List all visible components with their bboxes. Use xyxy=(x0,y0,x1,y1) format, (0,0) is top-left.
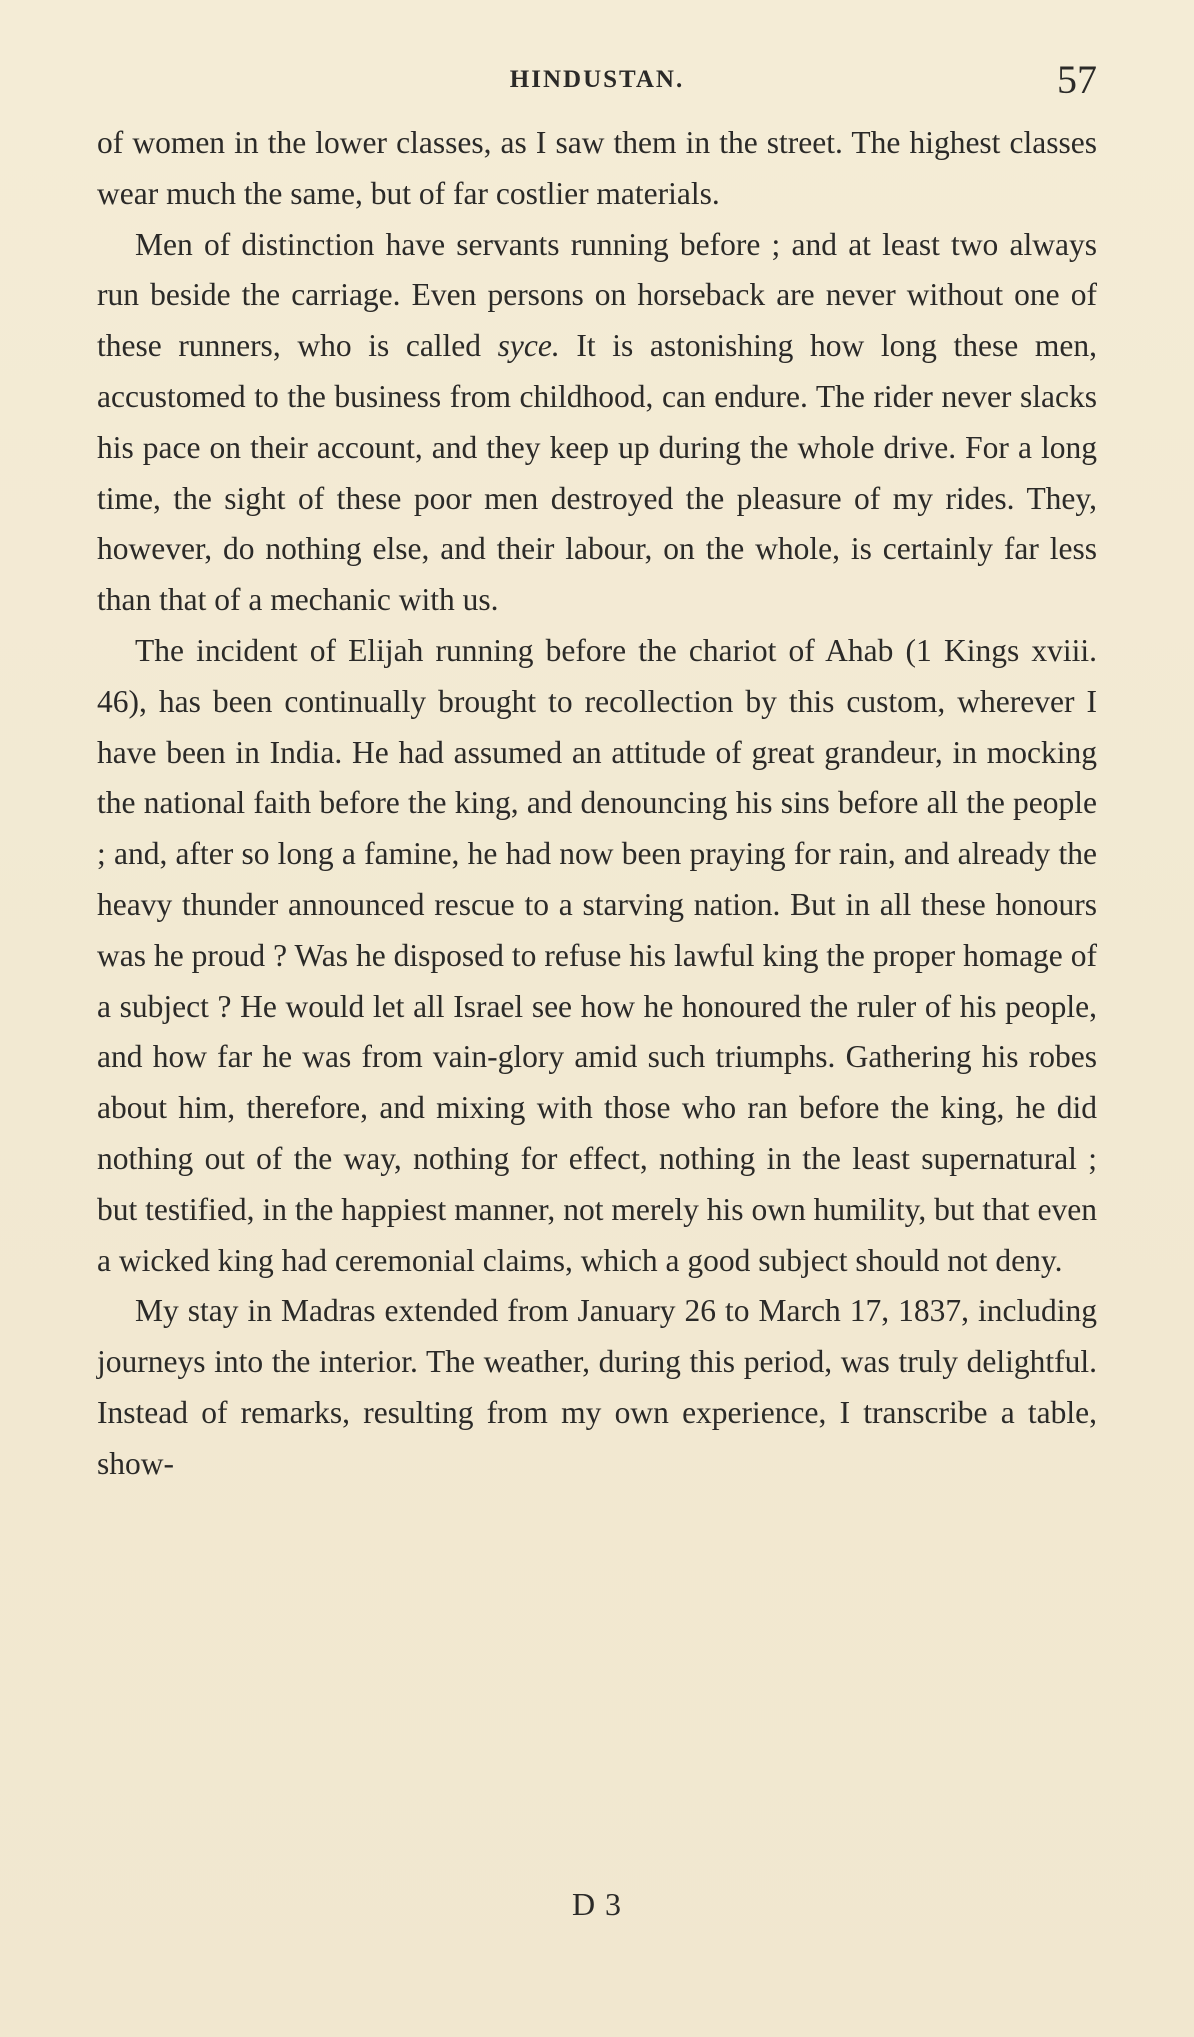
body-text xyxy=(97,118,1097,1490)
signature-letter: D xyxy=(571,1886,597,1922)
running-title: HINDUSTAN. xyxy=(509,66,685,93)
paragraph-4: My stay in Madras extended from January 26 to March 17, 1837, including journeys into the interior. The weather, during this period, was truly delightful. Instead of remarks, resulting from my own experience, I transcribe a table, show- xyxy=(97,1293,1097,1481)
paragraph-2-start: Men of distinction have servants running before ; and at least two always run beside the carriage. Even persons on horseback are never without one of these runners, who is called xyxy=(97,226,1097,364)
signature-number: 3 xyxy=(605,1886,623,1922)
paragraph-2-end: It is astonishing how long these men, accustomed to the business from childhood, can endure. The rider never slacks his pace on their account, and they keep up during the whole drive. For a long time, the sight of these poor men destroyed the pleasure of my rides. They, however, do nothing else, and their labour, on the whole, is certainly far less than that of a mechanic with us. xyxy=(97,328,1097,618)
running-head xyxy=(97,58,1097,108)
paragraph-2 xyxy=(97,220,1097,626)
paragraph-1: of women in the lower classes, as I saw them in the street. The highest classes wear much the same, but of far costlier materials. xyxy=(97,125,1097,211)
signature-mark xyxy=(97,1886,1097,1923)
syce-term: syce. xyxy=(497,328,560,364)
paragraph-3: The incident of Elijah running before the chariot of Ahab (1 Kings xviii. 46), has been continually brought to recollection by this custom, wherever I have been in India. He had assumed an attitude of great grandeur, in mocking the national faith before the king, and denouncing his sins before all the people ; and, after so long a famine, he had now been praying for rain, and already the heavy thunder announced rescue to a starving nation. But in all these honours was he proud ? Was he disposed to refuse his lawful king the proper homage of a subject ? He would let all Israel see how he honoured the ruler of his people, and how far he was from vain-glory amid such triumphs. Gathering his robes about him, therefore, and mixing with those who ran before the king, he did nothing out of the way, nothing for effect, nothing in the least supernatural ; but testified, in the happiest manner, not merely his own humility, but that even a wicked king had ceremonial claims, which a good subject should not deny. xyxy=(97,632,1097,1278)
page-number: 57 xyxy=(1057,57,1097,102)
